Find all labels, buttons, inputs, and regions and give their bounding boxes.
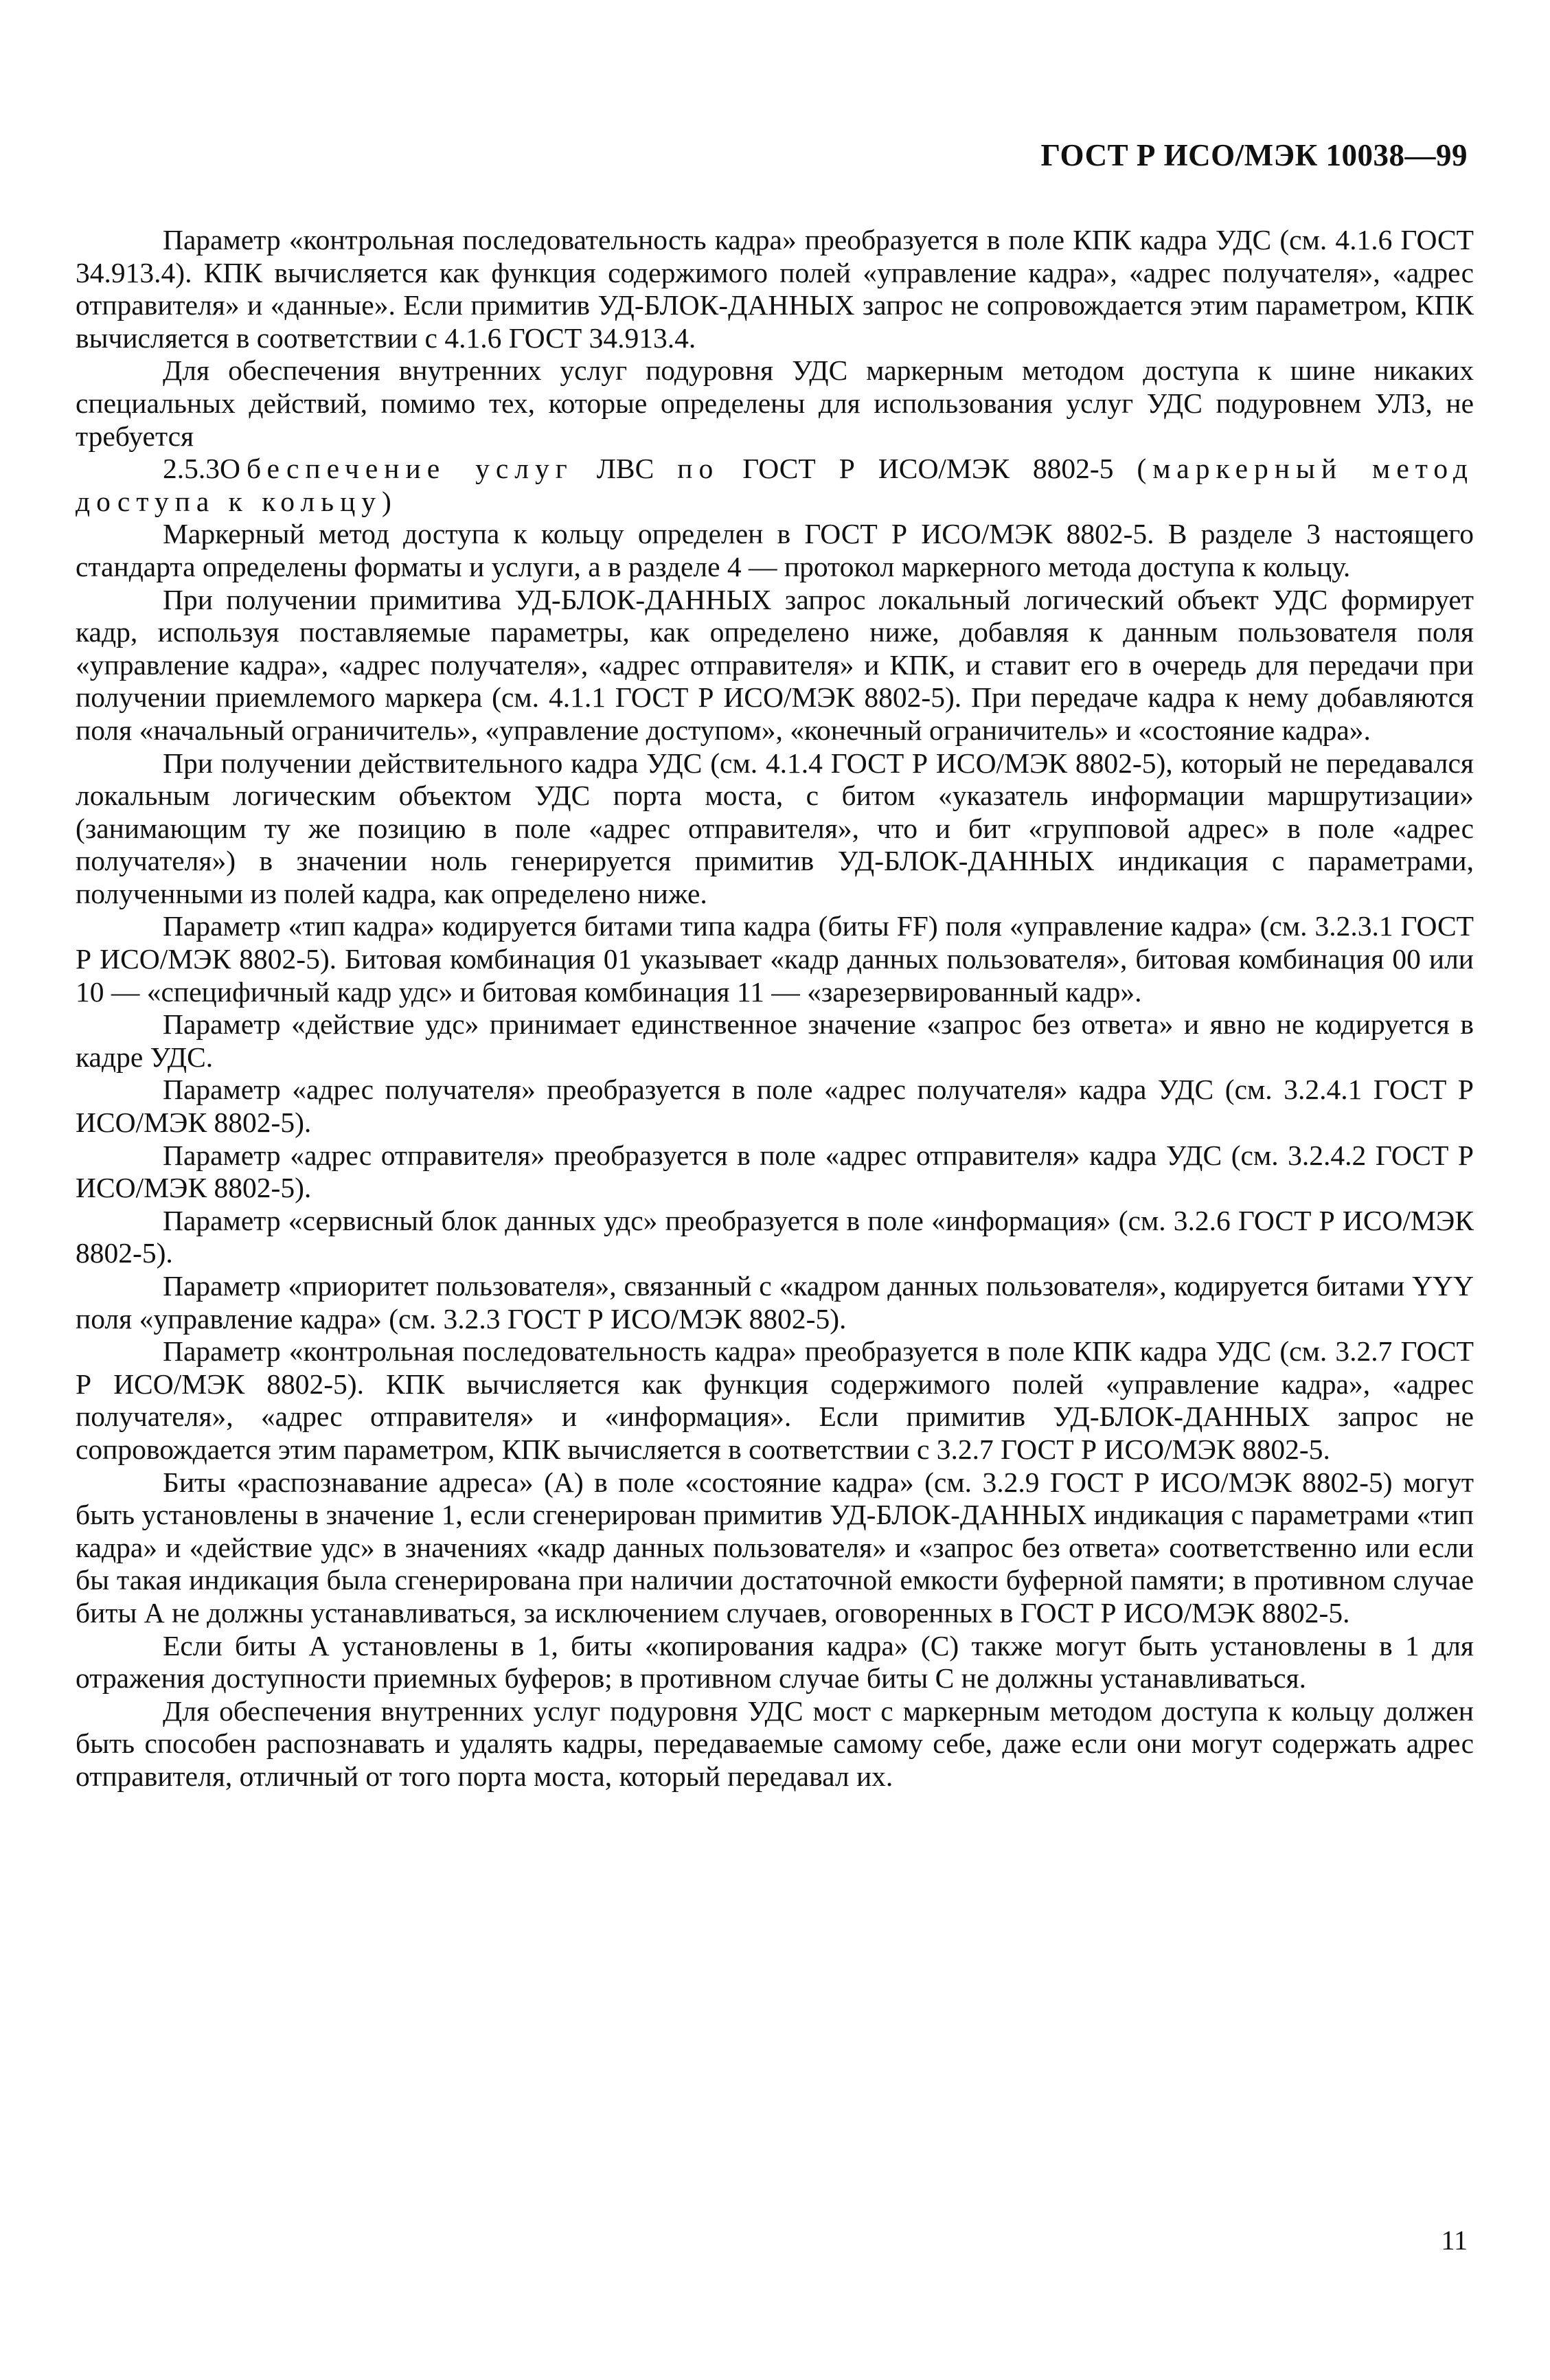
section-title-part: ЛВС — [596, 453, 654, 485]
paragraph: Если биты А установлены в 1, биты «копирования кадра» (С) также могут быть установлены в 1 для отражения доступности приемных буферов; в противном случае биты С не должны устанавливаться. — [76, 1629, 1474, 1695]
section-title-part: Обеспечение услуг — [220, 453, 573, 485]
paragraph: Параметр «контрольная последовательность кадра» преобразуется в поле КПК кадра УДС (см. 4.1.6 ГОСТ 34.913.4). КПК вычисляется как функция содержимого полей «управление кадра», «адрес получателя», «адрес отправителя» и «данные». Если примитив УД-БЛОК-ДАННЫХ запрос не сопровождается этим параметром, КПК вычисляется в соответствии с 4.1.6 ГОСТ 34.913.4. — [76, 224, 1474, 354]
section-title-standard: ГОСТ Р ИСО/МЭК 8802-5 — [742, 453, 1114, 485]
paragraph: Параметр «адрес отправителя» преобразуется в поле «адрес отправителя» кадра УДС (см. 3.2.4.2 ГОСТ Р ИСО/МЭК 8802-5). — [76, 1139, 1474, 1204]
document-body — [76, 224, 1474, 1793]
section-title-part: по — [677, 453, 720, 485]
section-title-part: (маркерный метод доступа к кольцу) — [76, 453, 1474, 517]
paragraph: Параметр «тип кадра» кодируется битами типа кадра (биты FF) поля «управление кадра» (см. 3.2.3.1 ГОСТ Р ИСО/МЭК 8802-5). Битовая комбинация 01 указывает «кадр данных пользователя», битовая комбинация 00 или 10 — «специфичный кадр удс» и битовая комбинация 11 — «зарезервированный кадр». — [76, 910, 1474, 1008]
page-number: 11 — [1441, 2225, 1468, 2256]
paragraph: Параметр «контрольная последовательность кадра» преобразуется в поле КПК кадра УДС (см. 3.2.7 ГОСТ Р ИСО/МЭК 8802-5). КПК вычисляется как функция содержимого полей «управление кадра», «адрес получателя», «адрес отправителя» и «информация». Если примитив УД-БЛОК-ДАННЫХ запрос не сопровождается этим параметром, КПК вычисляется в соответствии с 3.2.7 ГОСТ Р ИСО/МЭК 8802-5. — [76, 1335, 1474, 1465]
paragraph: Маркерный метод доступа к кольцу определен в ГОСТ Р ИСО/МЭК 8802-5. В разделе 3 настоящего стандарта определены форматы и услуги, а в разделе 4 — протокол маркерного метода доступа к кольцу. — [76, 518, 1474, 582]
paragraph: При получении примитива УД-БЛОК-ДАННЫХ запрос локальный логический объект УДС формирует кадр, используя поставляемые параметры, как определено ниже, добавляя к данным пользователя поля «управление кадра», «адрес получателя», «адрес отправителя» и КПК, и ставит его в очередь для передачи при получении приемлемого маркера (см. 4.1.1 ГОСТ Р ИСО/МЭК 8802-5). При передаче кадра к нему добавляются поля «начальный ограничитель», «управление доступом», «конечный ограничитель» и «состояние кадра». — [76, 583, 1474, 746]
section-number: 2.5.3 — [163, 453, 220, 485]
paragraph: Параметр «сервисный блок данных удс» преобразуется в поле «информация» (см. 3.2.6 ГОСТ Р ИСО/МЭК 8802-5). — [76, 1204, 1474, 1269]
paragraph: Биты «распознавание адреса» (А) в поле «состояние кадра» (см. 3.2.9 ГОСТ Р ИСО/МЭК 8802-5) могут быть установлены в значение 1, если сгенерирован примитив УД-БЛОК-ДАННЫХ индикация с параметрами «тип кадра» и «действие удс» в значениях «кадр данных пользователя» и «запрос без ответа» соответственно или если бы такая индикация была сгенерирована при наличии достаточной емкости буферной памяти; в противном случае биты А не должны устанавливаться, за исключением случаев, оговоренных в ГОСТ Р ИСО/МЭК 8802-5. — [76, 1466, 1474, 1629]
paragraph: Параметр «приоритет пользователя», связанный с «кадром данных пользователя», кодируется битами YYY поля «управление кадра» (см. 3.2.3 ГОСТ Р ИСО/МЭК 8802-5). — [76, 1270, 1474, 1335]
paragraph: Для обеспечения внутренних услуг подуровня УДС мост с маркерным методом доступа к кольцу должен быть способен распознавать и удалять кадры, передаваемые самому себе, даже если они могут содержать адрес отправителя, отличный от того порта моста, который передавал их. — [76, 1695, 1474, 1792]
paragraph: При получении действительного кадра УДС (см. 4.1.4 ГОСТ Р ИСО/МЭК 8802-5), который не передавался локальным логическим объектом УДС порта моста, с битом «указатель информации маршрутизации» (занимающим ту же позицию в поле «адрес отправителя», что и бит «групповой адрес» в поле «адрес получателя») в значении ноль генерируется примитив УД-БЛОК-ДАННЫХ индикация с параметрами, полученными из полей кадра, как определено ниже. — [76, 747, 1474, 909]
paragraph: Параметр «адрес получателя» преобразуется в поле «адрес получателя» кадра УДС (см. 3.2.4.1 ГОСТ Р ИСО/МЭК 8802-5). — [76, 1074, 1474, 1139]
paragraph: Для обеспечения внутренних услуг подуровня УДС маркерным методом доступа к шине никаких специальных действий, помимо тех, которые определены для использования услуг УДС подуровнем УЛЗ, не требуется — [76, 354, 1474, 452]
running-header: ГОСТ Р ИСО/МЭК 10038—99 — [1040, 138, 1468, 172]
section-heading — [76, 453, 1474, 518]
paragraph: Параметр «действие удс» принимает единственное значение «запрос без ответа» и явно не кодируется в кадре УДС. — [76, 1008, 1474, 1073]
